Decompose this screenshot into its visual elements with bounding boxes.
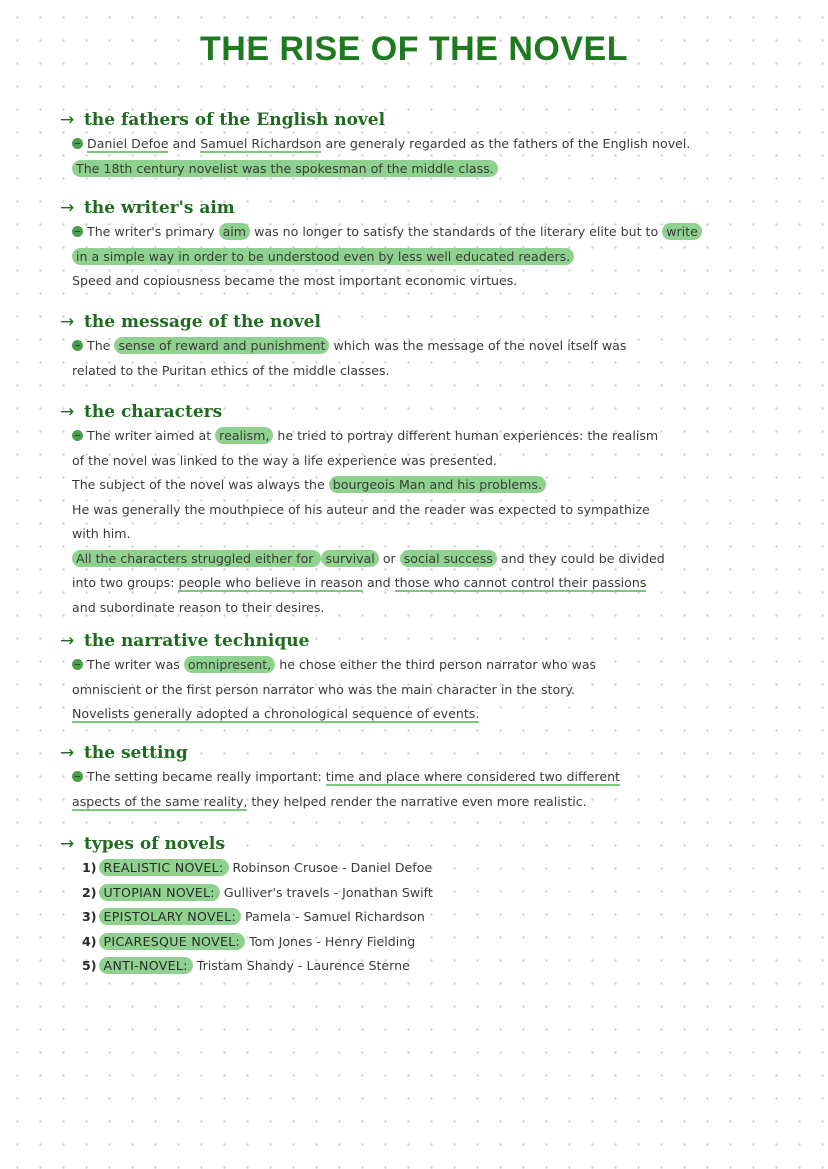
section-heading: → the message of the novel xyxy=(60,312,321,332)
section-narrative: → the narrative technique The writer was omnipresent, he chose either the third person narrator who was omniscient or the first person narrator who was the main character in the story. Novelists generally adopted a chronological sequence of events. xyxy=(60,629,780,727)
section-heading: → the fathers of the English novel xyxy=(60,110,386,130)
minus-bullet-icon xyxy=(72,659,83,670)
minus-bullet-icon xyxy=(72,771,83,782)
section-fathers: → the fathers of the English novel Daniel Defoe and Samuel Richardson are generaly regarded as the fathers of the English novel. The 18th century novelist was the spokesman of the middle class. xyxy=(60,108,780,181)
highlight: The 18th century novelist was the spokesman of the middle class. xyxy=(72,160,498,177)
list-item: 4) PICARESQUE NOVEL: Tom Jones - Henry Fielding xyxy=(82,933,416,949)
right-arrow-icon: → xyxy=(60,402,75,422)
section-heading: → the setting xyxy=(60,743,188,763)
section-types xyxy=(60,832,780,979)
right-arrow-icon: → xyxy=(60,834,75,854)
right-arrow-icon: → xyxy=(60,631,75,651)
right-arrow-icon: → xyxy=(60,743,75,763)
list-item: 3) EPISTOLARY NOVEL: Pamela - Samuel Richardson xyxy=(82,909,425,924)
right-arrow-icon: → xyxy=(60,312,75,332)
section-setting: → the setting The setting became really important: time and place where considered two different aspects of the same reality, they helped render the narrative even more realistic. xyxy=(60,741,780,814)
right-arrow-icon: → xyxy=(60,110,75,130)
right-arrow-icon: → xyxy=(60,198,75,218)
section-heading: → the narrative technique xyxy=(60,631,310,651)
list-item: 2) UTOPIAN NOVEL: Gulliver's travels - Jonathan Swift xyxy=(82,884,433,900)
page-title: THE RISE OF THE NOVEL xyxy=(200,30,628,68)
section-heading: → the writer's aim xyxy=(60,198,235,218)
section-writers-aim: → the writer's aim The writer's primary aim was no longer to satisfy the standards of the literary elite but to write in a simple way in order to be understood even by less well educated readers. Speed and copiousness became the most important economic virtues. xyxy=(60,196,780,294)
minus-bullet-icon xyxy=(72,430,83,441)
minus-bullet-icon xyxy=(72,226,83,237)
section-heading: → the characters xyxy=(60,402,223,422)
list-item: 1) REALISTIC NOVEL: Robinson Crusoe - Daniel Defoe xyxy=(82,860,433,875)
section-message: → the message of the novel The sense of reward and punishment which was the message of the novel itself was related to the Puritan ethics of the middle classes. xyxy=(60,310,780,383)
list-item: 5) ANTI-NOVEL: Tristam Shandy - Laurence Sterne xyxy=(82,958,410,973)
section-heading: → types of novels xyxy=(60,834,225,854)
minus-bullet-icon xyxy=(72,138,83,149)
minus-bullet-icon xyxy=(72,340,83,351)
section-characters: → the characters The writer aimed at realism, he tried to portray different human experiences: the realism of the novel was linked to the way a life experience was presented. The subject of the novel was always the bourgeois Man and his problems. He was generally the mouthpiece of his auteur and the reader was expected to sympathize with him. All the characters struggled either for survival or social success and they could be divided into two groups: people who believe in reason and those who cannot control their passions and subordinate reason to their desires. xyxy=(60,400,780,620)
